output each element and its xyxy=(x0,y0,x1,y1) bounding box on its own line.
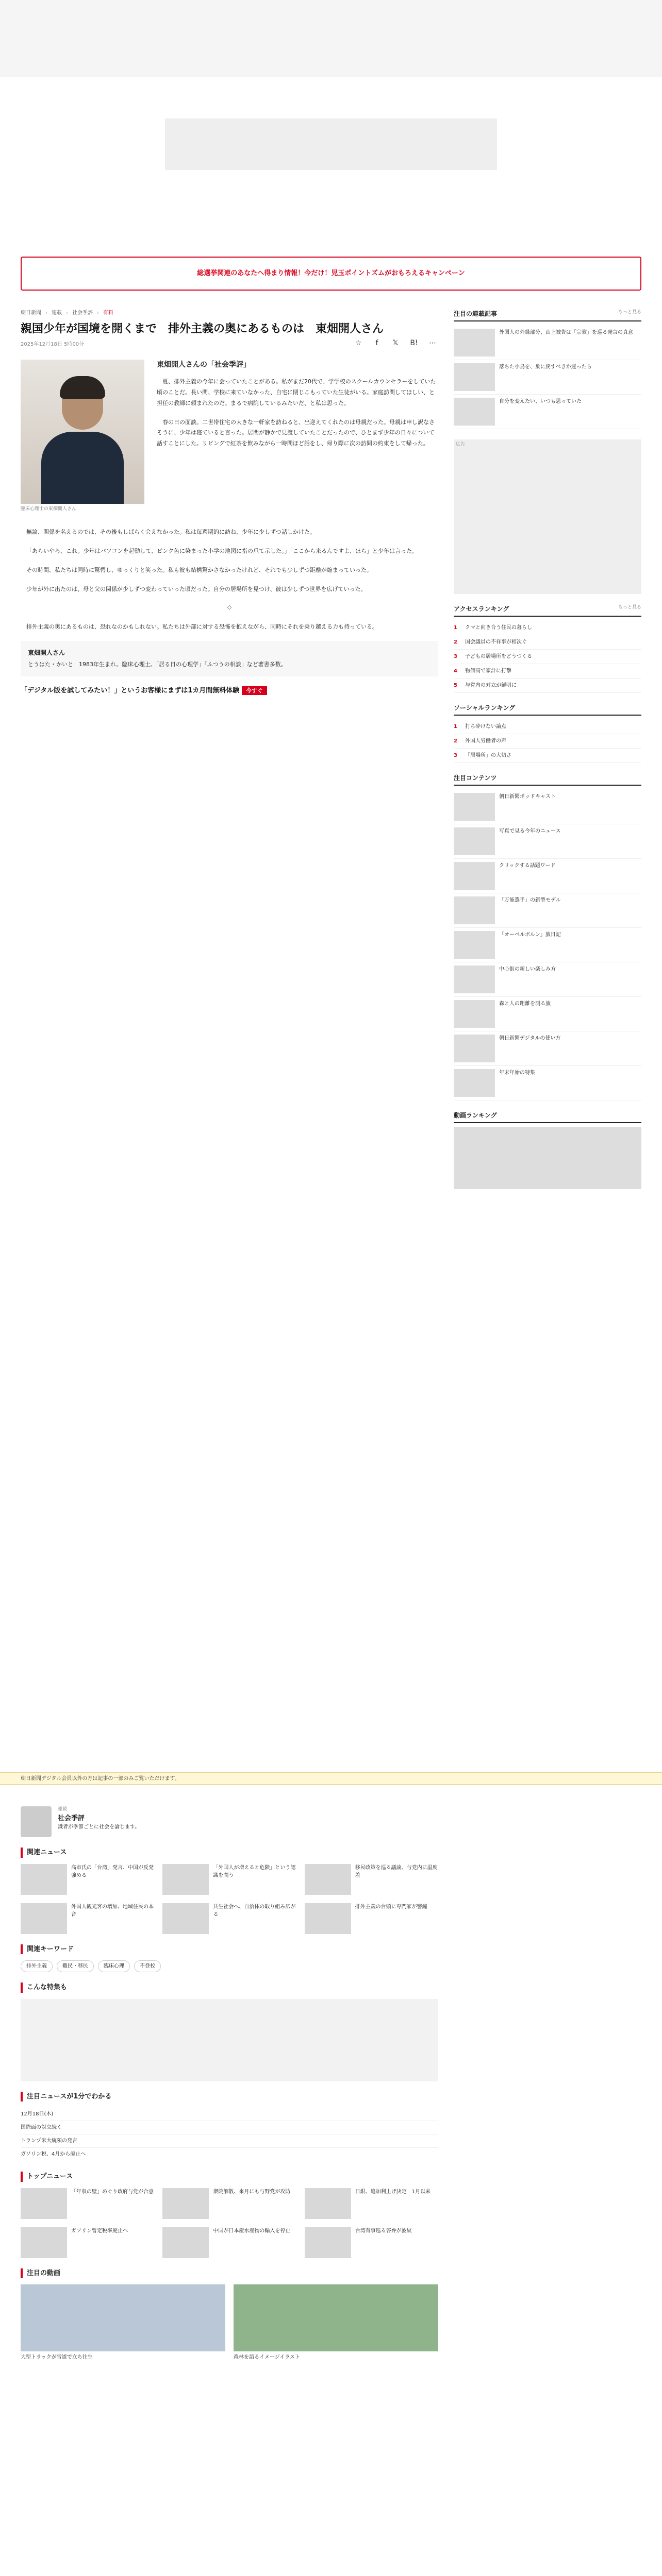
topnews-text: ガソリン暫定税率廃止へ xyxy=(71,2228,128,2234)
video-caption: 森林を語るイメージイラスト xyxy=(234,2354,300,2360)
article-lower xyxy=(21,1798,438,2361)
video-ranking-box xyxy=(454,1111,641,1189)
ranking-item[interactable] xyxy=(454,621,641,635)
topnews-text: 台湾有事巡る答弁が波紋 xyxy=(355,2228,412,2234)
timeline-item[interactable]: 国際面の対立続く xyxy=(21,2121,438,2134)
ranking-title: アクセスランキング xyxy=(454,605,509,613)
subscribe-text: 「デジタル版を試してみたい！」というお客様にまずは1カ月間無料体験 xyxy=(21,686,240,694)
related-text: 「外国人が増えると危険」という認識を問う xyxy=(213,1865,296,1878)
related-text: 排外主義の台頭に専門家が警鐘 xyxy=(355,1904,427,1910)
video-thumbnail xyxy=(21,2284,225,2351)
topnews-thumbnail xyxy=(305,2188,351,2219)
contents-item[interactable] xyxy=(454,859,641,893)
related-thumbnail xyxy=(21,1903,67,1934)
topnews-card[interactable] xyxy=(305,2227,438,2258)
article-paragraph: 無論、関係を名えるのでは、その後もしばらく会えなかった。私は毎週期的に訪ね、少年に少しずつ話しかけた。 xyxy=(26,529,316,536)
video-ranking-thumbnail[interactable] xyxy=(454,1127,641,1189)
ranking-number: 1 xyxy=(454,625,457,631)
social-title: ソーシャルランキング xyxy=(454,704,516,711)
video-title: 注目の動画 xyxy=(21,2268,438,2279)
popular-thumbnail xyxy=(454,329,495,357)
ranking-text: 子どもの居場所をどうつくる xyxy=(465,654,532,659)
contents-thumbnail xyxy=(454,896,495,924)
subscribe-cta[interactable] xyxy=(21,686,438,696)
contents-item[interactable] xyxy=(454,824,641,859)
contents-thumbnail xyxy=(454,827,495,855)
breadcrumb-item[interactable]: 社会季評 xyxy=(72,310,93,316)
related-text: 高市氏の「台湾」発言、中国が反発強める xyxy=(71,1865,154,1878)
ranking-number: 2 xyxy=(454,639,457,645)
related-thumbnail xyxy=(21,1864,67,1895)
contents-text: 「万能選手」の新型モデル xyxy=(499,897,561,903)
contents-item[interactable] xyxy=(454,997,641,1031)
related-thumbnail xyxy=(305,1903,351,1934)
ranking-text: 国会議員の不祥事が相次ぐ xyxy=(465,639,527,645)
ranking-item[interactable] xyxy=(454,635,641,650)
series-card[interactable] xyxy=(21,1806,438,1837)
contents-text: 森と人の距離を測る旅 xyxy=(499,1001,551,1007)
breadcrumb-item[interactable]: 朝日新聞 xyxy=(21,310,41,316)
contents-item[interactable] xyxy=(454,790,641,824)
photo-figure-hair xyxy=(60,376,105,399)
topnews-text: 中国が日本産水産物の輸入を停止 xyxy=(213,2228,291,2234)
article-date: 2025年12月18日 5時00分 xyxy=(21,341,85,347)
contents-text: 年末年始の特集 xyxy=(499,1070,535,1076)
section-divider-icon: ◇ xyxy=(227,603,232,611)
social-number: 2 xyxy=(454,738,457,744)
contents-thumbnail xyxy=(454,793,495,821)
contents-text: 中心街の新しい楽しみ方 xyxy=(499,967,556,972)
related-card[interactable] xyxy=(305,1903,438,1934)
hatena-icon[interactable]: B! xyxy=(410,339,418,348)
separator-icon: › xyxy=(66,310,68,316)
topnews-thumbnail xyxy=(21,2188,67,2219)
social-text: 外国人労働者の声 xyxy=(465,738,506,744)
related-thumbnail xyxy=(162,1864,209,1895)
contents-thumbnail xyxy=(454,1035,495,1062)
contents-thumbnail xyxy=(454,862,495,890)
related-card[interactable] xyxy=(162,1864,296,1895)
popular-item[interactable] xyxy=(454,326,641,360)
contents-text: 「オーベルボルン」旅日記 xyxy=(499,932,561,938)
topnews-card[interactable] xyxy=(162,2188,296,2219)
topnews-thumbnail xyxy=(305,2227,351,2258)
feature-area xyxy=(21,1999,438,2081)
popular-text: 自分を変えたい、いつも思っていた xyxy=(499,399,582,404)
related-card[interactable] xyxy=(21,1864,154,1895)
popular-thumbnail xyxy=(454,363,495,391)
breadcrumb-item[interactable]: 連載 xyxy=(52,310,62,316)
topnews-title: トップニュース xyxy=(21,2172,438,2182)
article-paragraph: 「あらいやろ、これ。少年はパソコンを起動して、ピンク色に染まった小学の地図に指の爪て示した。」「ここから来るんですよ、ほら」と少年は言った。 xyxy=(26,548,418,555)
ranking-number: 4 xyxy=(454,668,457,674)
keyword-tag[interactable]: 不登校 xyxy=(134,1960,161,1972)
author-profile xyxy=(21,641,438,676)
popular-title: 注目の連載記事 xyxy=(454,310,498,317)
topnews-card[interactable] xyxy=(305,2188,438,2219)
paid-badge: 有料 xyxy=(103,310,113,316)
breadcrumb xyxy=(21,309,438,317)
keyword-tag[interactable]: 排外主義 xyxy=(21,1960,53,1972)
series-text: 識者が季節ごとに社会を論じます。 xyxy=(58,1824,140,1830)
ranking-text: 物価高で家計に打撃 xyxy=(465,668,511,674)
timeline-title: 注目ニュースが1分でわかる xyxy=(21,2092,438,2102)
popular-item[interactable] xyxy=(454,395,641,429)
notice-text: 朝日新聞デジタル会員以外の方は記事の一部のみご覧いただけます。 xyxy=(21,1775,180,1782)
social-item[interactable] xyxy=(454,720,641,734)
x-icon[interactable]: 𝕏 xyxy=(392,339,399,348)
social-text: 打ち砕けない論点 xyxy=(465,724,506,730)
ranking-text: 与党内の対立が鮮明に xyxy=(465,683,517,688)
video-caption: 大型トラックが雪道で立ち往生 xyxy=(21,2354,93,2360)
article-hero xyxy=(21,360,438,513)
related-thumbnail xyxy=(162,1903,209,1934)
article-paragraph: 夏、排外主義の今年に会っていたことがある。私がまだ20代で、学学校のスクールカウンセラーをしていた頃のことだ。長い間、学校に来ていなかった、自宅に閉じこもっていた生徒がいる。家庭訪問してほしい、と担任の教師に頼まれたのだ。まるで病院しているみたいだ、と私は思った。 xyxy=(157,378,436,406)
contents-text: 写真で見る今年のニュース xyxy=(499,828,561,834)
timeline-list xyxy=(21,2108,438,2161)
contents-thumbnail xyxy=(454,931,495,959)
article-paragraph: 少年が外に出たのは、母と父の関係が少しずつ変わっていった頃だった。自分の居場所を見つけ、彼は少しずつ世界を広げていった。 xyxy=(26,586,367,593)
topnews-thumbnail xyxy=(162,2188,209,2219)
ranking-item[interactable] xyxy=(454,664,641,679)
contents-box xyxy=(454,773,641,1100)
article-lead xyxy=(157,360,438,513)
feature-title: こんな特集も xyxy=(21,1982,438,1993)
member-notice xyxy=(0,1772,662,1785)
ranking-number: 3 xyxy=(454,654,457,659)
lead-title: 東畑開人さんの「社会季評」 xyxy=(157,360,251,369)
bookmark-icon[interactable]: ☆ xyxy=(355,339,362,348)
ranking-item[interactable] xyxy=(454,679,641,693)
ranking-item[interactable] xyxy=(454,650,641,664)
contents-thumbnail xyxy=(454,1069,495,1097)
popular-text: 外国人の外縁部分、山上被告は「宗教」を巡る発言の真意 xyxy=(499,330,633,335)
series-label: 連載 xyxy=(58,1807,68,1812)
related-card[interactable] xyxy=(21,1903,154,1934)
topnews-card[interactable] xyxy=(21,2188,154,2219)
separator-icon: › xyxy=(45,310,47,316)
video-row xyxy=(21,2284,438,2361)
related-text: 共生社会へ、自治体の取り組み広がる xyxy=(213,1904,296,1918)
separator-icon: › xyxy=(97,310,99,316)
related-grid xyxy=(21,1864,438,1934)
contents-item[interactable] xyxy=(454,1066,641,1100)
social-ranking-box xyxy=(454,703,641,763)
related-title: 関連ニュース xyxy=(21,1848,438,1858)
contents-title: 注目コンテンツ xyxy=(454,774,497,782)
social-number: 1 xyxy=(454,724,457,730)
video-card[interactable] xyxy=(21,2284,225,2361)
timeline-item[interactable]: トランプ米大統領の発言 xyxy=(21,2134,438,2148)
sidebar-advertisement[interactable] xyxy=(454,439,641,594)
access-ranking-box xyxy=(454,604,641,693)
article-main xyxy=(21,309,438,703)
article-headline: 親国少年が国境を開くまで 排外主義の奥にあるものは 東畑開人さん xyxy=(21,322,384,335)
contents-item[interactable] xyxy=(454,1031,641,1066)
contents-item[interactable] xyxy=(454,928,641,962)
contents-text: 朝日新聞デジタルの使い方 xyxy=(499,1036,561,1041)
photo-caption: 臨床心理士の東畑開人さん xyxy=(21,506,77,512)
related-card[interactable] xyxy=(305,1864,438,1895)
keyword-list xyxy=(21,1960,438,1972)
article-paragraph: その時間、私たちは同時に驚愕し、ゆっくりと笑った。私も彼も結構驚かさなかったけれど、それでも少しずつ距離が縮まっていった。 xyxy=(26,567,372,574)
related-card[interactable] xyxy=(162,1903,296,1934)
facebook-icon[interactable]: f xyxy=(375,339,378,348)
contents-item[interactable] xyxy=(454,962,641,997)
topnews-text: 衆院解散、来月にも与野党が攻防 xyxy=(213,2189,291,2195)
related-thumbnail xyxy=(305,1864,351,1895)
keyword-tag[interactable]: 難民・移民 xyxy=(57,1960,94,1972)
topnews-grid xyxy=(21,2188,438,2258)
timeline-item[interactable]: 12月18日(木) xyxy=(21,2108,438,2121)
video-card[interactable] xyxy=(234,2284,438,2361)
video-thumbnail xyxy=(234,2284,438,2351)
topnews-thumbnail xyxy=(21,2227,67,2258)
article-paragraph: 排外主義の奥にあるものは、恐れなのかもしれない。私たちは外部に対する恐怖を抱えながら、同時にそれを乗り越える力も持っている。 xyxy=(26,623,378,631)
topnews-card[interactable] xyxy=(162,2227,296,2258)
ad-label: 広告 xyxy=(456,442,466,447)
popular-thumbnail xyxy=(454,398,495,426)
more-icon[interactable]: ⋯ xyxy=(429,339,436,348)
topnews-text: 日銀、追加利上げ決定 1月以来 xyxy=(355,2189,431,2195)
topnews-card[interactable] xyxy=(21,2227,154,2258)
social-number: 3 xyxy=(454,753,457,758)
popular-text: 落ちた小鳥を、巣に戻すべきか迷ったら xyxy=(499,364,592,370)
popular-item[interactable] xyxy=(454,360,641,395)
video-ranking-title: 動画ランキング xyxy=(454,1112,497,1119)
contents-thumbnail xyxy=(454,1000,495,1028)
popular-series-box xyxy=(454,309,641,429)
profile-title: 東畑開人さん xyxy=(28,649,65,657)
ranking-more-link[interactable]: もっと見る xyxy=(618,605,641,610)
article-paragraph: 春の日の面談。二世帯住宅の大きな一軒家を訪ねると、出迎えてくれたのは母親だった。母親は申し訳なさそうに、少年は寝ていると言った。居間が静かで見渡していたことだったので、ひとまず少年の日々について話すことにした。リビングで紅茶を飲みながら一時間ほど話をし、帰り際に次の訪問の約束をして帰った。 xyxy=(157,418,435,447)
top-advertisement[interactable] xyxy=(165,118,497,170)
related-text: 外国人観光客の増加、地域住民の本音 xyxy=(71,1904,154,1918)
series-avatar xyxy=(21,1806,52,1837)
author-photo[interactable] xyxy=(21,360,144,504)
contents-text: クリックする話題ワード xyxy=(499,863,556,869)
related-text: 移民政策を巡る議論、与党内に温度差 xyxy=(355,1865,438,1878)
keyword-tag[interactable]: 臨床心理 xyxy=(98,1960,130,1972)
contents-text: 朝日新聞ポッドキャスト xyxy=(499,794,556,800)
social-item[interactable] xyxy=(454,734,641,749)
keywords-title: 関連キーワード xyxy=(21,1944,438,1955)
social-item[interactable] xyxy=(454,749,641,763)
ranking-text: クマと向き合う住民の暮らし xyxy=(465,625,532,631)
ranking-number: 5 xyxy=(454,683,457,688)
profile-text: とうはた・かいと 1983年生まれ。臨床心理士。「居る日の心理学」「ふつうの相談」など著書多数。 xyxy=(28,661,287,668)
campaign-banner[interactable] xyxy=(21,257,641,291)
timeline-item[interactable]: ガソリン税、4月から廃止へ xyxy=(21,2148,438,2161)
contents-item[interactable] xyxy=(454,893,641,928)
series-title: 社会季評 xyxy=(58,1814,85,1822)
contents-thumbnail xyxy=(454,965,495,993)
subscribe-button[interactable]: 今すぐ xyxy=(242,686,267,695)
social-text: 「居場所」の大切さ xyxy=(465,753,511,758)
top-header-band xyxy=(0,0,662,77)
topnews-thumbnail xyxy=(162,2227,209,2258)
popular-more-link[interactable]: もっと見る xyxy=(618,310,641,315)
topnews-text: 「年収の壁」めぐり政府与党が合意 xyxy=(71,2189,154,2195)
campaign-text: 総選挙関連のあなたへ得まり情報！今だけ！児玉ポイントズムがおもろえるキャンペーン xyxy=(197,269,465,278)
photo-figure-body xyxy=(41,432,124,504)
sidebar xyxy=(454,309,641,1199)
